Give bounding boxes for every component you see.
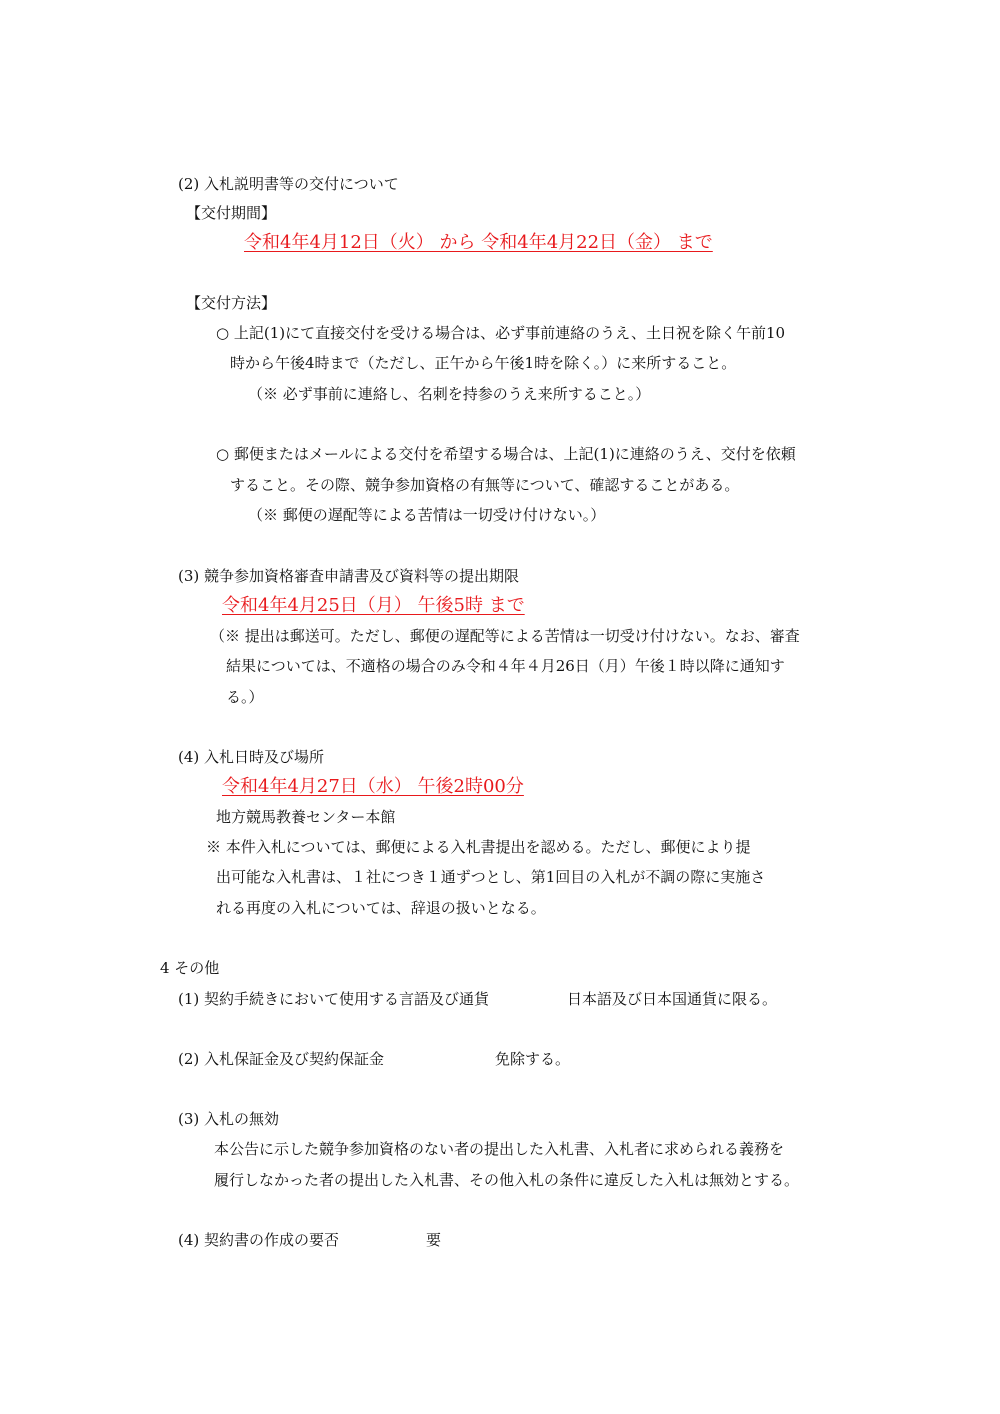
submission-note-line-3: る。） — [226, 688, 264, 706]
section-4-heading: (4) 入札日時及び場所 — [178, 748, 325, 766]
delivery-period-label: 【交付期間】 — [186, 204, 277, 222]
section-3-heading: (3) 競争参加資格審査申請書及び資料等の提出期限 — [178, 567, 520, 585]
other-item-1-label: (1) 契約手続きにおいて使用する言語及び通貨 — [178, 990, 490, 1008]
method-2-note: （※ 郵便の遅配等による苦情は一切受け付けない。） — [248, 506, 606, 524]
other-item-3-label: (3) 入札の無効 — [178, 1110, 280, 1128]
bid-note-line-2: 出可能な入札書は、１社につき１通ずつとし、第1回目の入札が不調の際に実施さ — [216, 868, 766, 886]
submission-note-line-1: （※ 提出は郵送可。ただし、郵便の遅配等による苦情は一切受け付けない。なお、審査 — [210, 627, 800, 645]
method-1-note: （※ 必ず事前に連絡し、名刺を持参のうえ来所すること。） — [248, 385, 651, 403]
method-1-line-2: 時から午後4時まで（ただし、正午から午後1時を除く。）に来所すること。 — [230, 354, 737, 372]
submission-deadline: 令和4年4月25日（月） 午後5時 まで — [222, 595, 525, 616]
other-item-2-value: 免除する。 — [495, 1050, 571, 1068]
delivery-method-label: 【交付方法】 — [186, 294, 277, 312]
other-item-2-label: (2) 入札保証金及び契約保証金 — [178, 1050, 385, 1068]
other-item-3-line-2: 履行しなかった者の提出した入札書、その他入札の条件に違反した入札は無効とする。 — [214, 1171, 800, 1189]
other-item-4-label: (4) 契約書の作成の要否 — [178, 1231, 340, 1249]
method-1-line-1: ○ 上記(1)にて直接交付を受ける場合は、必ず事前連絡のうえ、土日祝を除く午前10 — [216, 324, 786, 342]
submission-note-line-2: 結果については、不適格の場合のみ令和４年４月26日（月）午後１時以降に通知す — [226, 657, 785, 675]
other-item-1-value: 日本語及び日本国通貨に限る。 — [567, 990, 778, 1008]
other-item-4-value: 要 — [426, 1231, 442, 1249]
other-item-3-line-1: 本公告に示した競争参加資格のない者の提出した入札書、入札者に求められる義務を — [214, 1140, 785, 1158]
delivery-period-dates: 令和4年4月12日（火） から 令和4年4月22日（金） まで — [244, 232, 713, 253]
other-heading: 4 その他 — [160, 959, 220, 977]
bid-note-line-1: ※ 本件入札については、郵便による入札書提出を認める。ただし、郵便により提 — [206, 838, 751, 856]
bid-note-line-3: れる再度の入札については、辞退の扱いとなる。 — [216, 899, 546, 917]
method-2-line-1: ○ 郵便またはメールによる交付を希望する場合は、上記(1)に連絡のうえ、交付を依頼 — [216, 445, 796, 463]
section-2-heading: (2) 入札説明書等の交付について — [178, 175, 399, 193]
bid-datetime: 令和4年4月27日（水） 午後2時00分 — [222, 776, 524, 797]
bid-place: 地方競馬教養センター本館 — [216, 808, 396, 826]
method-2-line-2: すること。その際、競争参加資格の有無等について、確認することがある。 — [230, 476, 740, 494]
